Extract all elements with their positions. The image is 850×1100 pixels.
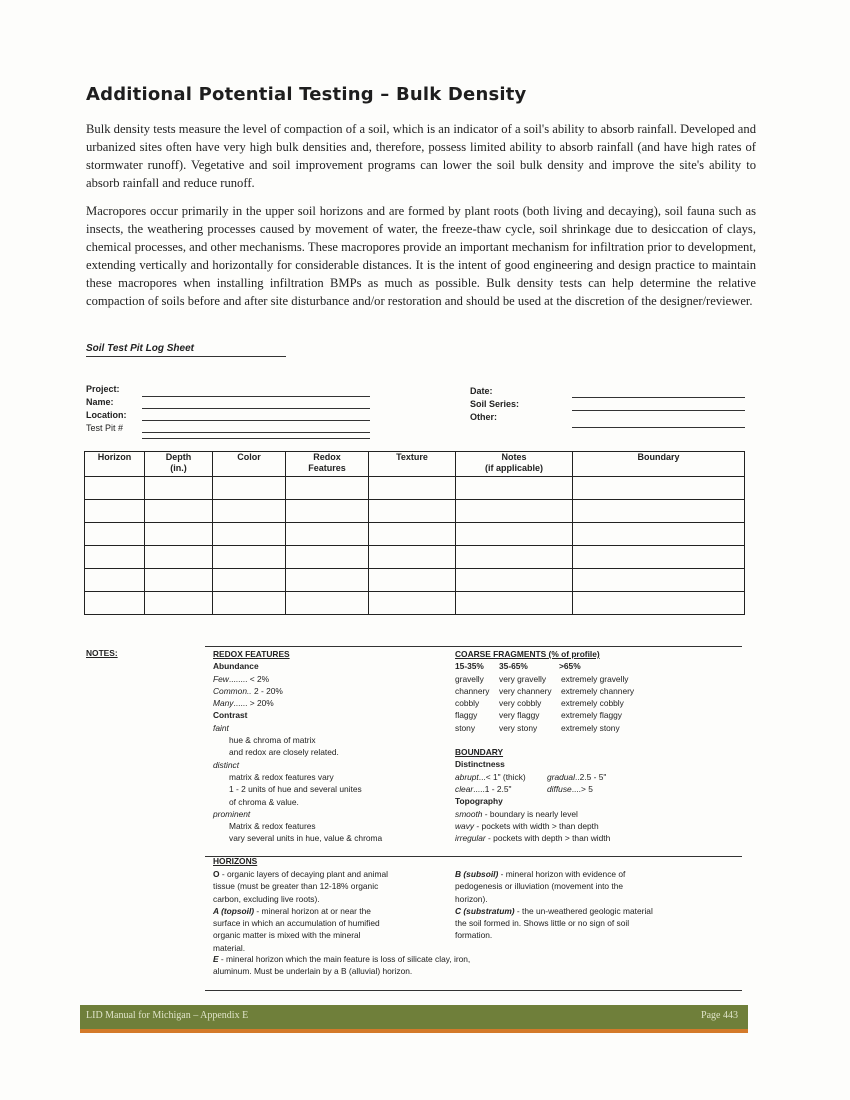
field-line-soil-series[interactable] (572, 410, 745, 411)
distinct-desc-2: 1 - 2 units of hue and several unites (229, 784, 362, 795)
table-row (85, 569, 745, 592)
table-header-row (85, 452, 745, 477)
horizons-right (455, 868, 655, 942)
field-line-date[interactable] (572, 397, 745, 398)
table-row (85, 523, 745, 546)
footer-page-number: Page 443 (701, 1010, 738, 1021)
field-label-other: Other: (470, 412, 497, 422)
redox-features-section (213, 648, 443, 845)
faint-desc-1: hue & chroma of matrix (229, 735, 316, 746)
coarse-row: flaggy very flaggy extremely flaggy (455, 710, 622, 721)
contrast-label: Contrast (213, 710, 248, 721)
boundary-smooth: smooth - boundary is nearly level (455, 808, 578, 819)
page-footer (80, 1005, 748, 1033)
redox-common: Common.. 2 - 20% (213, 685, 283, 696)
horizon-o: O - organic layers of decaying plant and animal tissue (must be greater than 12-18% organic carbon, excluding live roots). (213, 869, 389, 904)
field-line-project[interactable] (142, 396, 370, 397)
coarse-row: stony very stony extremely stony (455, 722, 620, 733)
faint-label: faint (213, 722, 229, 733)
field-line-other[interactable] (572, 427, 745, 428)
notes-divider-bottom (205, 990, 742, 991)
horizons-heading: HORIZONS (213, 856, 258, 866)
prominent-desc-2: vary several units in hue, value & chroma (229, 833, 383, 844)
distinctness-label: Distinctness (455, 759, 505, 770)
header-redox: Redox Features (286, 452, 369, 477)
header-texture: Texture (369, 452, 456, 477)
header-color: Color (213, 452, 286, 477)
footer-manual-title: LID Manual for Michigan – Appendix E (86, 1010, 249, 1021)
distinct-desc-1: matrix & redox features vary (229, 771, 334, 782)
field-line-name[interactable] (142, 408, 370, 409)
paragraph-macropores: Macropores occur primarily in the upper soil horizons and are formed by plant roots (both living and decaying), soil fauna such as insects, the weathering processes caused by movement of water, the freeze-thaw cycle, soil shrinkage due to desiccation of clays, chemical processes, and other mechanisms. These macropores provide an important mechanism for infiltration prior to development, extending vertically and horizontally for considerable distances. It is the intent of good engineering and design practice to maintain these macropores when installing infiltration BMPs as much as possible. Bulk density tests can help determine the relative compaction of soils before and after site disturbance and/or restoration and should be used at the discretion of the designer/reviewer. (86, 204, 756, 308)
field-label-project: Project: (86, 384, 120, 394)
abundance-label: Abundance (213, 661, 259, 672)
redox-heading: REDOX FEATURES (213, 649, 290, 659)
faint-desc-2: and redox are closely related. (229, 747, 339, 758)
redox-many: Many...... > 20% (213, 698, 274, 709)
sheet-title: Soil Test Pit Log Sheet (86, 343, 286, 357)
boundary-heading: BOUNDARY (455, 747, 504, 758)
table-row (85, 592, 745, 615)
header-notes: Notes (if applicable) (456, 452, 573, 477)
field-label-test-pit: Test Pit # (86, 423, 124, 433)
header-depth: Depth (in.) (145, 452, 213, 477)
header-boundary: Boundary (573, 452, 745, 477)
boundary-wavy: wavy - pockets with width > than depth (455, 820, 599, 831)
soil-log-table (84, 451, 745, 615)
notes-label: NOTES: (86, 648, 118, 658)
prominent-desc-1: Matrix & redox features (229, 821, 316, 832)
coarse-row: gravelly very gravelly extremely gravelly (455, 673, 629, 684)
prominent-label: prominent (213, 808, 251, 819)
horizon-e: E - mineral horizon which the main feature is loss of silicate clay, iron, aluminum. Must be underlain by a B (alluvial) horizon. (213, 954, 471, 977)
field-line-test-pit[interactable] (142, 432, 370, 433)
table-row (85, 477, 745, 500)
paragraph-bulk-density: Bulk density tests measure the level of compaction of a soil, which is an indicator of a soil's ability to absorb rainfall. Developed and urbanized sites often have very high bulk densities and, therefore, possess limited ability to absorb rainfall (and have high rates of stormwater runoff). Vegetative and soil improvement programs can lower the soil bulk density and improve the site's ability to absorb rainfall and reduce runoff. (86, 122, 756, 190)
horizon-c: C (substratum) - the un-weathered geologic material the soil formed in. Shows little or no sign of soil formation. (455, 905, 653, 941)
page-title: Additional Potential Testing – Bulk Density (86, 84, 527, 105)
coarse-row: cobbly very cobbly extremely cobbly (455, 698, 624, 709)
distinct-label: distinct (213, 759, 240, 770)
notes-divider-top (205, 646, 742, 647)
boundary-irregular: irregular - pockets with depth > than width (455, 833, 611, 844)
notes-divider-mid (205, 856, 742, 857)
field-label-location: Location: (86, 410, 127, 420)
field-label-date: Date: (470, 386, 493, 396)
coarse-col-headers: 15-35% 35-65% >65% (455, 661, 581, 672)
header-horizon: Horizon (85, 452, 145, 477)
horizons-left (213, 868, 393, 954)
coarse-heading: COARSE FRAGMENTS (% of profile) (455, 649, 600, 659)
field-label-name: Name: (86, 397, 114, 407)
horizon-b: B (subsoil) - mineral horizon with evidence of pedogenesis or illuviation (movement into the horizon). (455, 869, 626, 904)
coarse-row: channery very channery extremely channery (455, 685, 635, 696)
coarse-fragments-section (455, 648, 745, 844)
table-row (85, 546, 745, 569)
table-row (85, 500, 745, 523)
redox-few: Few........ < 2% (213, 673, 270, 684)
topography-label: Topography (455, 796, 503, 807)
boundary-abrupt-gradual: abrupt...< 1" (thick) gradual..2.5 - 5" (455, 771, 607, 782)
horizon-a: A (topsoil) - mineral horizon at or near the surface in which an accumulation of humified organic matter is mixed with the mineral material. (213, 905, 380, 953)
field-line-extra (142, 438, 370, 439)
field-label-soil-series: Soil Series: (470, 399, 520, 409)
boundary-clear-diffuse: clear.....1 - 2.5" diffuse....> 5 (455, 783, 593, 794)
distinct-desc-3: of chroma & value. (229, 796, 299, 807)
field-line-location[interactable] (142, 420, 370, 421)
